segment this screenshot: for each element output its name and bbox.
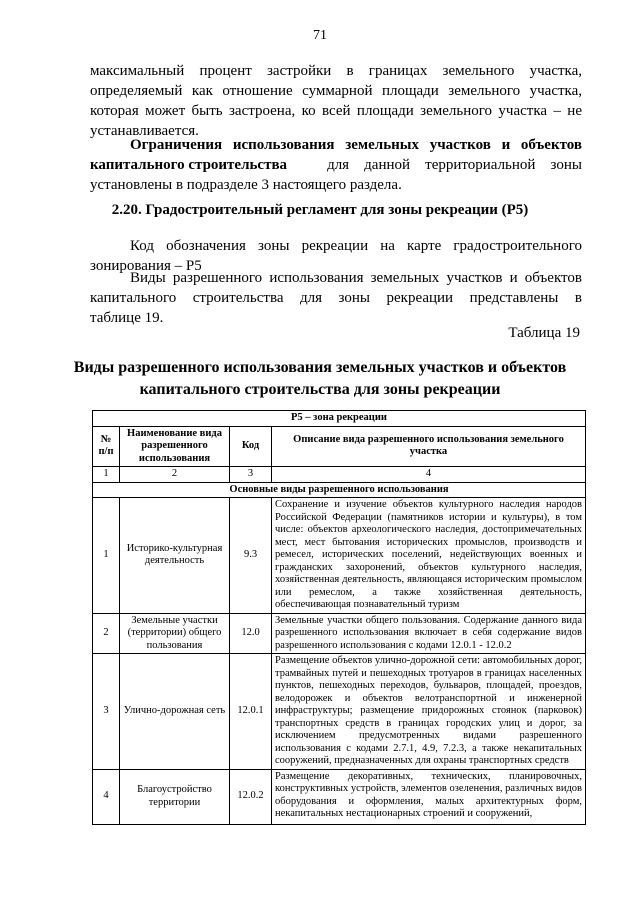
page-number: 71: [313, 28, 327, 43]
row-name: Благоустройство территории: [120, 769, 230, 824]
zone-header-row: [93, 411, 586, 427]
table-label: Таблица 19: [508, 325, 580, 341]
row-number: 4: [93, 769, 120, 824]
table-row: [93, 769, 586, 824]
row-name: Историко-культурная деятельность: [120, 498, 230, 614]
row-code: 12.0.1: [230, 654, 272, 770]
types-line: Виды разрешенного использования земельных участков и объектов: [130, 270, 582, 286]
restrictions-line: установлены в подразделе 3 настоящего раздела.: [90, 177, 402, 193]
row-code: 9.3: [230, 498, 272, 614]
section-title: Основные виды разрешенного использования: [93, 482, 586, 498]
column-number: 4: [272, 467, 586, 483]
section-heading: 2.20. Градостроительный регламент для зоны рекреации (Р5): [111, 202, 529, 218]
restrictions-paragraph: [90, 135, 582, 195]
intro-line: определяемый как отношение суммарной площади земельного участка,: [90, 83, 582, 99]
intro-line: которая может быть застроена, ко всей площади земельного участка – не: [90, 103, 582, 119]
caption-line: Виды разрешенного использования земельных участков и объектов: [73, 359, 567, 376]
types-line: капитального строительства для зоны рекреации представлены в: [90, 290, 582, 306]
restrictions-bold-text: капитального строительства: [90, 157, 288, 173]
row-description: Земельные участки общего пользования. Содержание данного вида разрешенного использования включает в себя содержание видов разрешенного использования с кодами 12.0.1 - 12.0.2: [272, 613, 586, 654]
restrictions-line: [90, 135, 582, 155]
table-row: [93, 498, 586, 614]
column-number-row: [93, 467, 586, 483]
row-code: 12.0: [230, 613, 272, 654]
zone-header: Р5 – зона рекреации: [93, 411, 586, 427]
header-description: Описание вида разрешенного использования земельного участка: [272, 426, 586, 467]
restrictions-line: [90, 155, 582, 175]
row-description: [272, 769, 586, 824]
land-use-table: [92, 410, 586, 825]
column-number: 1: [93, 467, 120, 483]
table-row: [93, 654, 586, 770]
header-name: Наименование вида разрешенного использования: [120, 426, 230, 467]
row-name: Земельные участки (территории) общего пользования: [120, 613, 230, 654]
column-number: 2: [120, 467, 230, 483]
header-code: Код: [230, 426, 272, 467]
row-description: Размещение объектов улично-дорожной сети: автомобильных дорог, трамвайных путей и пешеходных тротуаров в границах населенных пунктов, пешеходных переходов, бульваров, площадей, проездов, велодорожек и объектов велотранспортной и инженерной инфраструктуры; размещение придорожных стоянок (парковок) транспортных средств в границах городских улиц и дорог, за исключением предусмотренных видами разрешенного использования с кодами 2.7.1, 4.9, 7.2.3, а также некапитальных сооружений, предназначенных для охраны транспортных средств: [272, 654, 586, 770]
row-description-text: Размещение декоративных, технических, планировочных, конструктивных устройств, элементов озеленения, различных видов оборудования и оформления, малых архитектурных форм, некапитальных нестационарных строений и сооружений,: [275, 770, 582, 819]
restrictions-text: для данной территориальной зоны: [327, 157, 582, 173]
intro-paragraph: [90, 61, 582, 141]
caption-line: капитального строительства для зоны рекреации: [139, 381, 501, 398]
code-line: Код обозначения зоны рекреации на карте градостроительного: [130, 238, 582, 254]
column-header-row: [93, 426, 586, 467]
intro-line: максимальный процент застройки в границах земельного участка,: [90, 63, 582, 79]
restrictions-bold-text: Ограничения использования земельных участков и объектов: [130, 137, 582, 153]
code-line: зонирования – Р5: [90, 258, 202, 274]
table-caption: [60, 357, 580, 401]
table-row: [93, 613, 586, 654]
intro-line: устанавливается.: [90, 123, 199, 139]
row-code: 12.0.2: [230, 769, 272, 824]
section-row: [93, 482, 586, 498]
row-name: Улично-дорожная сеть: [120, 654, 230, 770]
types-line: таблице 19.: [90, 310, 164, 326]
row-number: 2: [93, 613, 120, 654]
row-number: 3: [93, 654, 120, 770]
types-paragraph: [90, 268, 582, 328]
row-number: 1: [93, 498, 120, 614]
header-num: № п/п: [93, 426, 120, 467]
row-description: Сохранение и изучение объектов культурного наследия народов Российской Федерации (памятников истории и культуры), в том числе: объектов археологического наследия, достопримечательных мест, мест бытования исторических промыслов, производств и ремесел, исторических поселений, недействующих военных и гражданских захоронений, объектов культурного наследия, хозяйственная деятельность, являющаяся историческим промыслом или ремеслом, а также хозяйственная деятельность, обеспечивающая познавательный туризм: [272, 498, 586, 614]
column-number: 3: [230, 467, 272, 483]
